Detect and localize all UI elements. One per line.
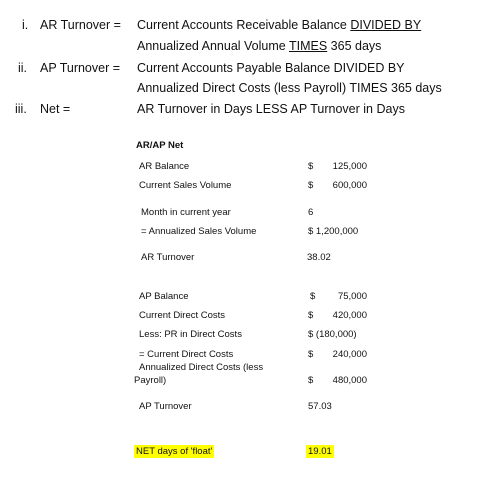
row-value-current-direct-costs: 420,000 — [332, 310, 367, 321]
definition-2-line2: Annualized Direct Costs (less Payroll) TIMES 365 days — [137, 81, 442, 95]
row-value-less-pr-in-direct-costs: $ (180,000) — [308, 329, 357, 340]
row-label-month-in-current-year: Month in current year — [141, 207, 231, 218]
row-dollar-ap-balance: $ — [310, 291, 316, 302]
definition-1-line1: Current Accounts Receivable Balance DIVIDED BY — [137, 18, 422, 32]
definition-1-line2: Annualized Annual Volume TIMES 365 days — [137, 39, 382, 53]
row-label-annualized-sales-volume: = Annualized Sales Volume — [141, 226, 257, 237]
row-value-current-direct-costs-net: 240,000 — [332, 349, 367, 360]
row-dollar-ar-balance: $ — [308, 161, 314, 172]
row-value-ar-turnover: 38.02 — [307, 252, 331, 263]
row-dollar-annualized-direct-costs: $ — [308, 375, 314, 386]
definition-2-term: AP Turnover = — [40, 61, 121, 75]
row-value-current-sales-volume: 600,000 — [332, 180, 367, 191]
row-label-current-direct-costs-net: = Current Direct Costs — [139, 349, 234, 360]
row-label-ap-turnover: AP Turnover — [139, 401, 192, 412]
definition-2-line1: Current Accounts Payable Balance DIVIDED BY — [137, 61, 405, 75]
row-label-less-pr-in-direct-costs: Less: PR in Direct Costs — [139, 329, 242, 340]
row-label-ar-balance: AR Balance — [139, 161, 190, 172]
definition-1-term: AR Turnover = — [40, 18, 121, 32]
row-value-annualized-direct-costs: 480,000 — [332, 375, 367, 386]
table-title: AR/AP Net — [136, 140, 184, 151]
row-dollar-current-direct-costs: $ — [308, 310, 314, 321]
row-label-ar-turnover: AR Turnover — [141, 252, 195, 263]
net-float-label: NET days of 'float' — [136, 446, 213, 457]
definition-3-numeral: iii. — [15, 102, 27, 116]
definition-3-term: Net = — [40, 102, 71, 116]
row-label-annualized-direct-costs-line2: Payroll) — [134, 375, 167, 386]
row-value-month-in-current-year: 6 — [308, 207, 314, 218]
row-value-ar-balance: 125,000 — [332, 161, 367, 172]
row-dollar-current-sales-volume: $ — [308, 180, 314, 191]
definition-3-line1: AR Turnover in Days LESS AP Turnover in Days — [137, 102, 405, 116]
row-value-annualized-sales-volume: $ 1,200,000 — [308, 226, 359, 237]
definition-2-numeral: ii. — [18, 61, 28, 75]
row-label-current-direct-costs: Current Direct Costs — [139, 310, 226, 321]
row-value-ap-balance: 75,000 — [337, 291, 367, 302]
definition-1-numeral: i. — [22, 18, 29, 32]
row-dollar-current-direct-costs-net: $ — [308, 349, 314, 360]
row-label-annualized-direct-costs-line1: Annualized Direct Costs (less — [139, 362, 264, 373]
net-float-value: 19.01 — [308, 446, 332, 457]
row-label-current-sales-volume: Current Sales Volume — [139, 180, 232, 191]
row-value-ap-turnover: 57.03 — [308, 401, 332, 412]
row-label-ap-balance: AP Balance — [139, 291, 189, 302]
